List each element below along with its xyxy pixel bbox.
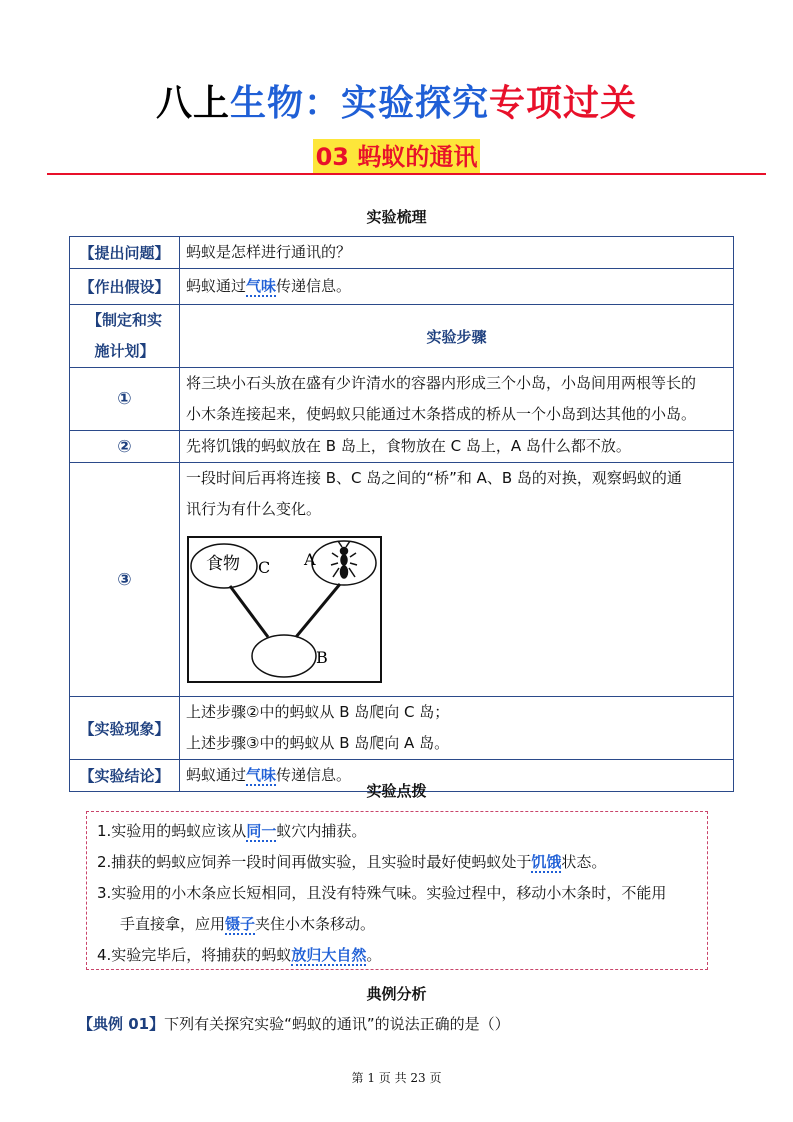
tip-3: [97, 878, 697, 909]
tip-4-pre: 4.实验完毕后，将捕获的蚂蚁: [97, 946, 292, 964]
hypothesis-keyword: 气味: [246, 277, 277, 295]
row-step-1: [70, 368, 734, 431]
bridge-diagram: [186, 535, 386, 685]
row-step-2: [70, 431, 734, 463]
step-3-line-2: 讯行为有什么变化。: [186, 500, 322, 518]
tip-3-pre: 3.实验用的小木条应长短相同，且没有特殊气味。实验过程中，移动小木条时，不能用: [97, 884, 667, 902]
conclusion-pre: 蚂蚁通过: [186, 766, 247, 784]
step-1-line-2: 小木条连接起来，使蚂蚁只能通过木条搭成的桥从一个小岛到达其他的小岛。: [186, 405, 697, 423]
label-question: 【提出问题】: [70, 237, 180, 269]
tip-4-post: 。: [366, 946, 382, 964]
example-tag: 【典例 01】: [78, 1015, 165, 1033]
tip-2: [97, 847, 697, 878]
step-3-line-1: 一段时间后再将连接 B、C 岛之间的“桥”和 A、B 岛的对换，观察蚂蚁的通: [186, 469, 682, 487]
title-part-1: 八上: [155, 83, 230, 124]
step-1-number: ①: [70, 368, 180, 431]
section-heading-analysis: 典例分析: [366, 985, 427, 1003]
label-conclusion: 【实验结论】: [70, 760, 180, 792]
island-a-label: A: [304, 550, 316, 569]
bridge-bc: [230, 586, 268, 637]
food-label: 食物: [206, 554, 240, 574]
tips-box: [86, 811, 708, 970]
row-question: [70, 237, 734, 269]
tip-3-continued: [97, 909, 697, 940]
text-phenomenon: [180, 697, 734, 760]
tip-3b-pre: 手直接拿，应用: [120, 915, 226, 933]
conclusion-post: 传递信息。: [276, 766, 352, 784]
row-hypothesis: [70, 269, 734, 305]
subtitle-wrap: [0, 139, 793, 175]
tip-1-keyword: 同一: [246, 822, 277, 840]
label-phenomenon: 【实验现象】: [70, 697, 180, 760]
experiment-table: [69, 236, 734, 792]
section-heading-outline: 实验梳理: [366, 208, 427, 226]
page-footer: 第 1 页 共 23 页: [351, 1071, 442, 1085]
bridge-figure: [186, 535, 727, 696]
tip-1: [97, 816, 697, 847]
label-hypothesis: 【作出假设】: [70, 269, 180, 305]
title-divider: [47, 173, 766, 175]
example-text: 下列有关探究实验“蚂蚁的通讯”的说法正确的是（）: [164, 1015, 510, 1033]
step-3-number: ③: [70, 463, 180, 697]
tip-2-post: 状态。: [561, 853, 607, 871]
label-plan-line-2: 施计划】: [94, 342, 155, 360]
row-phenomenon: [70, 697, 734, 760]
step-1-text: [180, 368, 734, 431]
island-c-label: C: [258, 558, 271, 577]
phenomenon-line-2: 上述步骤③中的蚂蚁从 B 岛爬向 A 岛。: [186, 734, 450, 752]
hypothesis-pre: 蚂蚁通过: [186, 277, 247, 295]
title-part-2: 生物：实验探究: [229, 83, 489, 124]
label-plan: [70, 305, 180, 368]
tip-3b-post: 夹住小木条移动。: [255, 915, 376, 933]
steps-heading: 实验步骤: [180, 305, 734, 368]
tip-2-pre: 2.捕获的蚂蚁应饲养一段时间再做实验，且实验时最好使蚂蚁处于: [97, 853, 532, 871]
row-step-3: [70, 463, 734, 697]
tip-4: [97, 940, 697, 971]
phenomenon-line-1: 上述步骤②中的蚂蚁从 B 岛爬向 C 岛；: [186, 703, 450, 721]
step-3-text: [180, 463, 734, 697]
ant-icon: [331, 541, 357, 578]
text-hypothesis: [180, 269, 734, 305]
tip-2-keyword: 饥饿: [531, 853, 562, 871]
subtitle: 03 蚂蚁的通讯: [313, 139, 481, 175]
text-question: 蚂蚁是怎样进行通讯的？: [180, 237, 734, 269]
tip-1-post: 蚁穴内捕获。: [276, 822, 367, 840]
step-2-text: 先将饥饿的蚂蚁放在 B 岛上，食物放在 C 岛上，A 岛什么都不放。: [180, 431, 734, 463]
step-1-line-1: 将三块小石头放在盛有少许清水的容器内形成三个小岛，小岛间用两根等长的: [186, 374, 697, 392]
island-b-label: B: [316, 648, 328, 667]
tip-1-pre: 1.实验用的蚂蚁应该从: [97, 822, 247, 840]
bridge-ab: [296, 584, 340, 637]
tip-3b-keyword: 镊子: [225, 915, 256, 933]
section-heading-tips: 实验点拨: [366, 782, 427, 800]
tip-4-keyword: 放归大自然: [291, 946, 367, 964]
label-plan-line-1: 【制定和实: [86, 311, 162, 329]
step-2-number: ②: [70, 431, 180, 463]
row-plan: [70, 305, 734, 368]
conclusion-keyword: 气味: [246, 766, 277, 784]
page-title: [0, 80, 793, 128]
hypothesis-post: 传递信息。: [276, 277, 352, 295]
example-question: [78, 1013, 510, 1034]
title-part-3: 专项过关: [489, 83, 638, 124]
island-b: [252, 635, 316, 677]
